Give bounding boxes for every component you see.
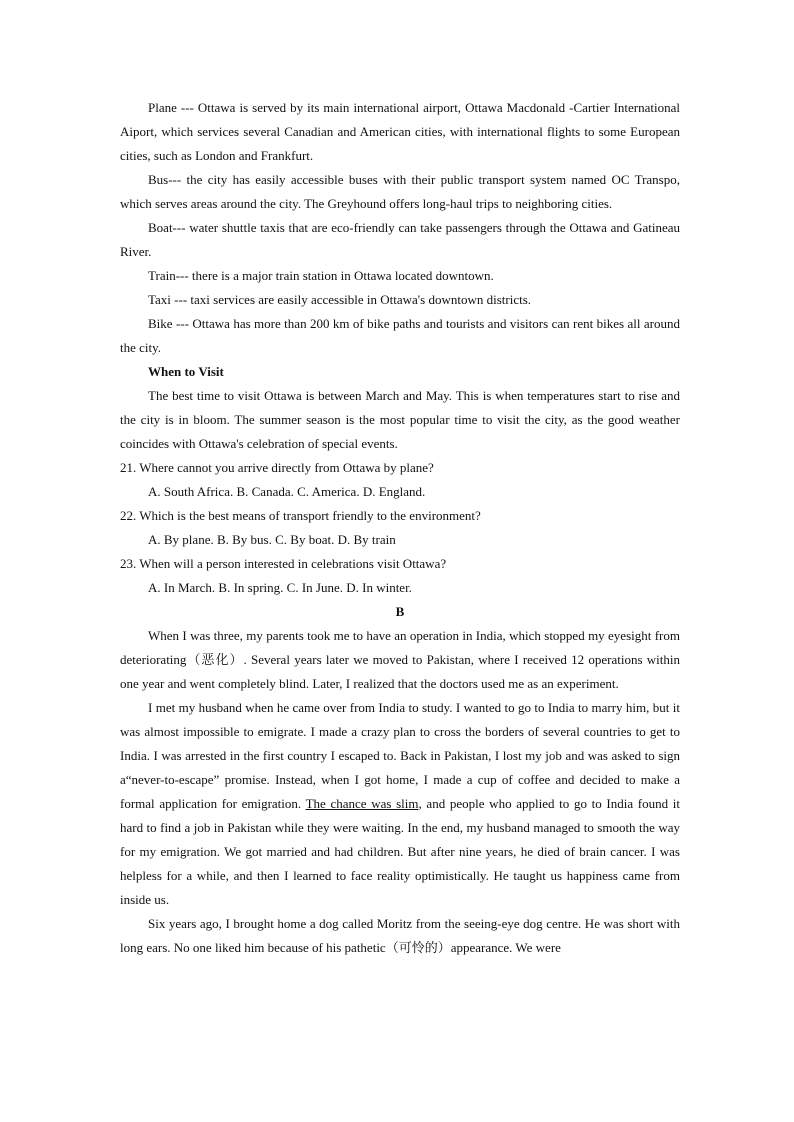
transport-bus: Bus--- the city has easily accessible buses with their public transport system named OC Transpo, which serves areas around the city. The Greyhound offers long-haul trips to neighboring cities. bbox=[120, 172, 680, 211]
question-23-options: A. In March. B. In spring. C. In June. D. In winter. bbox=[148, 580, 412, 595]
transport-taxi: Taxi --- taxi services are easily accessible in Ottawa's downtown districts. bbox=[148, 292, 532, 307]
question-22-options: A. By plane. B. By bus. C. By boat. D. By train bbox=[148, 532, 396, 547]
transport-train: Train--- there is a major train station in Ottawa located downtown. bbox=[148, 268, 494, 283]
section-b-paragraph-2 bbox=[120, 696, 680, 912]
section-b-label: B bbox=[395, 604, 405, 619]
transport-boat: Boat--- water shuttle taxis that are eco-friendly can take passengers through the Ottawa and Gatineau River. bbox=[120, 220, 680, 259]
question-22: 22. Which is the best means of transport friendly to the environment? bbox=[120, 508, 481, 523]
paragraph-2-part-1: I met my husband when he came over from India to study. I wanted to go to India to marry him, but it was almost impossible to emigrate. I made a crazy plan to cross the borders of several countries to get to India. I was arrested in the first country I escaped to. Back in Pakistan, I lost my job and was asked to sign a“never-to-escape” promise. Instead, when I got home, I made a cup of coffee and decided to make a formal application for emigration. bbox=[120, 700, 680, 811]
section-b-paragraph-1: When I was three, my parents took me to have an operation in India, which stopped my eyesight from deteriorating（恶化）. Several years later we moved to Pakistan, where I received 12 operations within one year and went completely blind. Later, I realized that the doctors used me as an experiment. bbox=[120, 628, 680, 691]
question-21: 21. Where cannot you arrive directly from Ottawa by plane? bbox=[120, 460, 434, 475]
question-23: 23. When will a person interested in celebrations visit Ottawa? bbox=[120, 556, 447, 571]
transport-bike: Bike --- Ottawa has more than 200 km of bike paths and tourists and visitors can rent bikes all around the city. bbox=[120, 316, 680, 355]
when-to-visit-heading: When to Visit bbox=[148, 364, 224, 379]
question-21-options: A. South Africa. B. Canada. C. America. D. England. bbox=[148, 484, 426, 499]
paragraph-2-part-2: , and people who applied to go to India found it hard to find a job in Pakistan while they were waiting. In the end, my husband managed to smooth the way for my emigration. We got married and had children. But after nine years, he died of brain cancer. I was helpless for a while, and then I learned to face reality optimistically. He taught us happiness came from inside us. bbox=[120, 796, 681, 907]
when-to-visit-body: The best time to visit Ottawa is between March and May. This is when temperatures start to rise and the city is in bloom. The summer season is the most popular time to visit the city, as the good weather coincides with Ottawa's celebration of special events. bbox=[120, 388, 680, 451]
underlined-phrase: The chance was slim bbox=[305, 796, 419, 811]
document-body bbox=[120, 96, 680, 960]
transport-plane: Plane --- Ottawa is served by its main international airport, Ottawa Macdonald -Cartier International Aiport, which services several Canadian and American cities, with international flights to some European cities, such as London and Frankfurt. bbox=[120, 100, 680, 163]
section-b-paragraph-3: Six years ago, I brought home a dog called Moritz from the seeing-eye dog centre. He was short with long ears. No one liked him because of his pathetic（可怜的）appearance. We were bbox=[120, 916, 680, 955]
